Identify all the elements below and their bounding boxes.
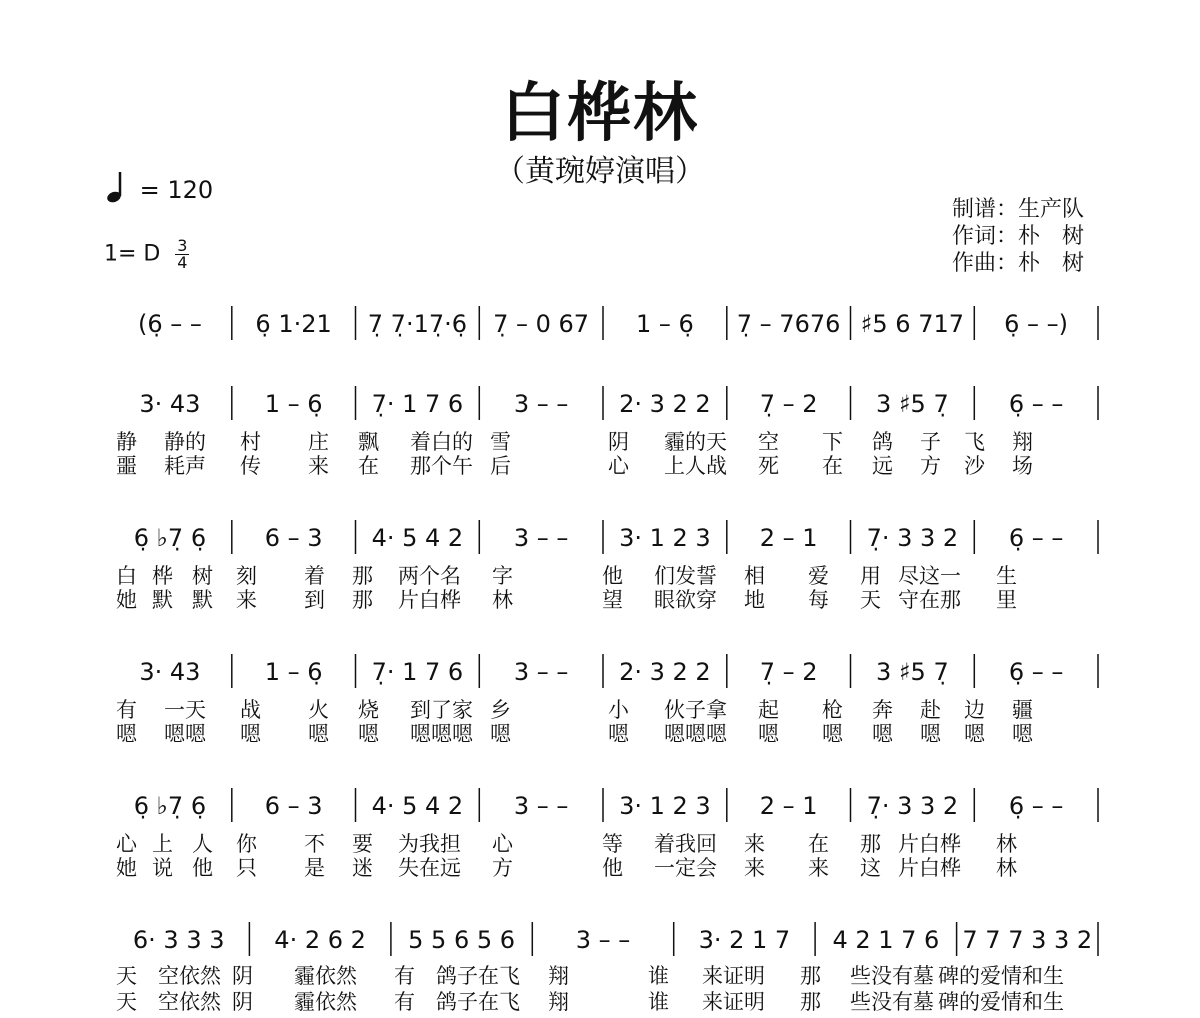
- lyric-word: 们发誓: [654, 564, 717, 588]
- lyric-word: 默: [152, 588, 173, 612]
- measure-notes: 1 – 6̣: [636, 310, 694, 338]
- lyric-word: 奔: [872, 698, 893, 722]
- key-label: 1= D: [104, 241, 161, 267]
- score-system: [108, 514, 1103, 614]
- lyric-word: 空依然: [158, 990, 221, 1014]
- lyric-word: 火: [308, 698, 329, 722]
- measure-notes: 2· 3 2 2: [619, 658, 711, 686]
- lyric-word: 静的: [164, 430, 206, 454]
- notation-line: [108, 648, 1103, 688]
- notation-svg: [108, 782, 1103, 834]
- lyric-word: 庄: [308, 430, 329, 454]
- measure-notes: 6̣ – –: [1008, 792, 1064, 820]
- measure-notes: 3· 1 2 3: [619, 792, 711, 820]
- lyric-word: 在: [358, 454, 379, 478]
- lyric-word: 子: [920, 430, 941, 454]
- lyric-word: 些没有墓: [850, 964, 934, 988]
- measure-notes: 6̣ 1·21: [255, 310, 332, 338]
- lyric-word: 阴: [232, 990, 253, 1014]
- lyric-line-verse1: [108, 694, 1098, 720]
- notation-svg: [108, 514, 1103, 566]
- lyric-word: 耗声: [164, 454, 206, 478]
- measure-notes: ♯5 6 717: [860, 310, 965, 338]
- time-bottom: 4: [177, 253, 188, 272]
- lyric-word: 心: [492, 832, 513, 856]
- measure-notes: 6 – 3: [264, 524, 323, 552]
- lyric-word: 伙子拿: [664, 698, 727, 722]
- lyric-line-verse2: [108, 852, 1098, 878]
- lyric-word: 沙: [964, 454, 985, 478]
- lyric-word: 阴: [608, 430, 629, 454]
- lyric-line-verse1: [108, 960, 1098, 986]
- lyric-word: 嗯: [920, 722, 941, 746]
- notation-line: [108, 514, 1103, 554]
- lyric-word: 林: [996, 832, 1017, 856]
- measure-notes: 7̣· 1 7 6: [371, 658, 464, 686]
- lyric-word: 不: [304, 832, 325, 856]
- lyric-word: 下: [822, 430, 843, 454]
- lyric-word: 是: [304, 856, 325, 880]
- measure-notes: 6 – 3: [264, 792, 323, 820]
- lyric-word: 片白桦: [898, 832, 961, 856]
- lyric-word: 要: [352, 832, 373, 856]
- lyric-word: 噩: [116, 454, 137, 478]
- quarter-note-icon: [104, 170, 132, 204]
- notation-line: [108, 782, 1103, 822]
- lyric-word: 嗯: [490, 722, 511, 746]
- lyric-word: 来: [308, 454, 329, 478]
- lyric-word: 有: [394, 964, 415, 988]
- lyric-word: 树: [192, 564, 213, 588]
- lyric-word: 嗯: [358, 722, 379, 746]
- measure-notes: 7̣ – 0 67: [493, 310, 590, 338]
- measure-notes: 3 – –: [513, 524, 569, 552]
- measure-notes: 4 2 1 7 6: [832, 926, 940, 954]
- lyric-word: 迷: [352, 856, 373, 880]
- lyric-word: 那: [860, 832, 881, 856]
- lyric-word: 霾依然: [294, 964, 357, 988]
- lyric-word: 嗯: [308, 722, 329, 746]
- measure-notes: 4· 2 6 2: [274, 926, 366, 954]
- lyric-word: 心: [608, 454, 629, 478]
- lyric-word: 片白桦: [898, 856, 961, 880]
- lyric-word: 嗯: [240, 722, 261, 746]
- lyric-word: 边: [964, 698, 985, 722]
- lyric-word: 她: [116, 588, 137, 612]
- song-title: 白桦林: [501, 77, 699, 151]
- lyric-word: 碑的爱情和生: [938, 964, 1064, 988]
- credit-composer: 作曲：朴 树: [952, 251, 1085, 276]
- lyric-word: 嗯嗯嗯: [664, 722, 727, 746]
- lyric-word: 在: [822, 454, 843, 478]
- credit-arranger: 制谱：生产队: [952, 197, 1085, 222]
- lyric-word: 着: [304, 564, 325, 588]
- credit-lyricist: 作词：朴 树: [952, 224, 1085, 249]
- measure-notes: 5 5 6 5 6: [408, 926, 516, 954]
- time-top: 3: [177, 236, 188, 255]
- lyric-word: 到: [304, 588, 325, 612]
- lyric-word: 疆: [1012, 698, 1033, 722]
- lyric-line-verse2: [108, 584, 1098, 610]
- lyric-word: 翔: [1012, 430, 1033, 454]
- lyric-line-verse2: [108, 718, 1098, 744]
- measure-notes: 1 – 6̣: [264, 658, 323, 686]
- lyric-word: 着白的: [410, 430, 473, 454]
- lyric-word: 阴: [232, 964, 253, 988]
- measure-notes: 6̣ ♭7̣ 6̣: [133, 792, 207, 820]
- lyric-word: 用: [860, 564, 881, 588]
- measure-notes: 7̣ – 7676: [736, 310, 841, 338]
- lyric-word: 那: [800, 990, 821, 1014]
- lyric-word: 等: [602, 832, 623, 856]
- measure-notes: 3 ♯5 7̣: [876, 658, 949, 686]
- lyric-line-verse2: [108, 986, 1098, 1012]
- lyric-word: 谁: [648, 964, 669, 988]
- measure-notes: 3· 43: [139, 658, 201, 686]
- lyric-word: 鸽子在飞: [436, 964, 520, 988]
- lyric-word: 死: [758, 454, 779, 478]
- lyric-word: 方: [920, 454, 941, 478]
- lyric-word: 一天: [164, 698, 206, 722]
- measure-notes: 7 7 7 3 3 2: [962, 926, 1093, 954]
- lyric-word: 两个名: [398, 564, 461, 588]
- measure-notes: 6̣ – –: [1008, 390, 1064, 418]
- lyric-word: 他: [602, 856, 623, 880]
- score-system: [108, 916, 1103, 1016]
- lyric-word: 那个午: [410, 454, 473, 478]
- lyric-word: 林: [996, 856, 1017, 880]
- lyric-word: 鸽子在飞: [436, 990, 520, 1014]
- score-system: [108, 782, 1103, 882]
- lyric-word: 乡: [490, 698, 511, 722]
- lyric-word: 碑的爱情和生: [938, 990, 1064, 1014]
- lyric-word: 片白桦: [398, 588, 461, 612]
- lyric-word: 只: [236, 856, 257, 880]
- measure-notes: 2 – 1: [759, 792, 818, 820]
- lyric-word: 嗯: [964, 722, 985, 746]
- lyric-word: 谁: [648, 990, 669, 1014]
- measure-notes: 6̣ – –): [1004, 310, 1069, 338]
- measure-notes: 6̣ ♭7̣ 6̣: [133, 524, 207, 552]
- lyric-word: 静: [116, 430, 137, 454]
- lyric-word: 着我回: [654, 832, 717, 856]
- measure-notes: 7̣· 3 3 2: [866, 792, 959, 820]
- lyric-word: 那: [352, 564, 373, 588]
- lyric-word: 赴: [920, 698, 941, 722]
- lyric-line-verse1: [108, 828, 1098, 854]
- measure-notes: (6̣ – –: [137, 310, 202, 338]
- lyric-word: 传: [240, 454, 261, 478]
- tempo-value: = 120: [139, 176, 214, 204]
- lyric-word: 失在远: [398, 856, 461, 880]
- lyric-word: 战: [240, 698, 261, 722]
- measure-notes: 3· 43: [139, 390, 201, 418]
- lyric-word: 人: [192, 832, 213, 856]
- lyric-line-verse1: [108, 560, 1098, 586]
- lyric-word: 来: [236, 588, 257, 612]
- measure-notes: 3 – –: [513, 792, 569, 820]
- lyric-word: 翔: [548, 964, 569, 988]
- lyric-line-verse1: [108, 426, 1098, 452]
- lyric-line-verse2: [108, 450, 1098, 476]
- lyric-word: 嗯: [822, 722, 843, 746]
- measure-notes: 2· 3 2 2: [619, 390, 711, 418]
- lyric-word: 这: [860, 856, 881, 880]
- lyric-word: 守在那: [898, 588, 961, 612]
- lyric-word: 有: [116, 698, 137, 722]
- measure-notes: 6̣ – –: [1008, 658, 1064, 686]
- lyric-word: 在: [808, 832, 829, 856]
- lyric-word: 场: [1012, 454, 1033, 478]
- measure-notes: 6̣ – –: [1008, 524, 1064, 552]
- lyric-word: 嗯: [758, 722, 779, 746]
- lyric-word: 白: [116, 564, 137, 588]
- lyric-word: 他: [192, 856, 213, 880]
- lyric-word: 来: [744, 856, 765, 880]
- lyric-word: 嗯: [608, 722, 629, 746]
- lyric-word: 嗯: [116, 722, 137, 746]
- lyric-word: 望: [602, 588, 623, 612]
- lyric-word: 刻: [236, 564, 257, 588]
- lyric-word: 天: [116, 990, 137, 1014]
- measure-notes: 4· 5 4 2: [371, 524, 464, 552]
- lyric-word: 一定会: [654, 856, 717, 880]
- lyric-word: 到了家: [410, 698, 473, 722]
- lyric-word: 空依然: [158, 964, 221, 988]
- lyric-word: 后: [490, 454, 511, 478]
- lyric-word: 上: [152, 832, 173, 856]
- notation-line: [108, 380, 1103, 420]
- lyric-word: 霾依然: [294, 990, 357, 1014]
- lyric-word: 来证明: [702, 964, 765, 988]
- measure-notes: 7̣ – 2: [759, 390, 818, 418]
- measure-notes: 6· 3 3 3: [132, 926, 225, 954]
- measure-notes: 7̣ 7̣·17̣·6̣: [367, 310, 468, 338]
- lyric-word: 默: [192, 588, 213, 612]
- score-system: [108, 380, 1103, 480]
- lyric-word: 桦: [152, 564, 173, 588]
- key-signature: [104, 238, 189, 271]
- lyric-word: 你: [236, 832, 257, 856]
- notation-svg: [108, 648, 1103, 700]
- lyric-word: 心: [116, 832, 137, 856]
- lyric-word: 远: [872, 454, 893, 478]
- time-signature: [175, 238, 189, 271]
- credits: [952, 196, 1084, 277]
- lyric-word: 说: [152, 856, 173, 880]
- lyric-word: 枪: [822, 698, 843, 722]
- measure-notes: 3 ♯5 7̣: [876, 390, 949, 418]
- tempo-marking: [104, 170, 213, 204]
- lyric-word: 林: [492, 588, 513, 612]
- lyric-word: 天: [860, 588, 881, 612]
- measure-notes: 3 – –: [575, 926, 631, 954]
- measure-notes: 3 – –: [513, 390, 569, 418]
- measure-notes: 3· 1 2 3: [619, 524, 711, 552]
- lyric-word: 眼欲穿: [654, 588, 717, 612]
- lyric-word: 里: [996, 588, 1017, 612]
- lyric-word: 来: [744, 832, 765, 856]
- lyric-word: 嗯嗯嗯: [410, 722, 473, 746]
- lyric-word: 来证明: [702, 990, 765, 1014]
- lyric-word: 尽这一: [898, 564, 961, 588]
- score-system: [108, 648, 1103, 748]
- lyric-word: 生: [996, 564, 1017, 588]
- measure-notes: 3· 2 1 7: [698, 926, 791, 954]
- notation-line: [108, 300, 1103, 340]
- lyric-word: 爱: [808, 564, 829, 588]
- lyric-word: 地: [744, 588, 765, 612]
- measure-notes: 7̣ – 2: [759, 658, 818, 686]
- lyric-word: 有: [394, 990, 415, 1014]
- notation-svg: [108, 300, 1103, 352]
- lyric-word: 些没有墓: [850, 990, 934, 1014]
- lyric-word: 相: [744, 564, 765, 588]
- lyric-word: 她: [116, 856, 137, 880]
- measure-notes: 7̣· 1 7 6: [371, 390, 464, 418]
- lyric-word: 翔: [548, 990, 569, 1014]
- lyric-word: 嗯: [872, 722, 893, 746]
- lyric-word: 小: [608, 698, 629, 722]
- lyric-word: 天: [116, 964, 137, 988]
- lyric-word: 为我担: [398, 832, 461, 856]
- lyric-word: 空: [758, 430, 779, 454]
- measure-notes: 4· 5 4 2: [371, 792, 464, 820]
- lyric-word: 飘: [358, 430, 379, 454]
- performer-subtitle: （黄琬婷演唱）: [495, 154, 705, 189]
- lyric-word: 上人战: [664, 454, 727, 478]
- measure-notes: 1 – 6̣: [264, 390, 323, 418]
- lyric-word: 方: [492, 856, 513, 880]
- lyric-word: 他: [602, 564, 623, 588]
- lyric-word: 来: [808, 856, 829, 880]
- lyric-word: 飞: [964, 430, 985, 454]
- measure-notes: 2 – 1: [759, 524, 818, 552]
- lyric-word: 起: [758, 698, 779, 722]
- lyric-word: 嗯: [1012, 722, 1033, 746]
- measure-notes: 3 – –: [513, 658, 569, 686]
- measure-notes: 7̣· 3 3 2: [866, 524, 959, 552]
- lyric-word: 霾的天: [664, 430, 727, 454]
- lyric-word: 烧: [358, 698, 379, 722]
- lyric-word: 雪: [490, 430, 511, 454]
- lyric-word: 村: [240, 430, 261, 454]
- lyric-word: 每: [808, 588, 829, 612]
- notation-svg: [108, 380, 1103, 432]
- lyric-word: 鸽: [872, 430, 893, 454]
- lyric-word: 嗯嗯: [164, 722, 206, 746]
- lyric-word: 字: [492, 564, 513, 588]
- lyric-word: 那: [800, 964, 821, 988]
- lyric-word: 那: [352, 588, 373, 612]
- notation-line: [108, 916, 1103, 956]
